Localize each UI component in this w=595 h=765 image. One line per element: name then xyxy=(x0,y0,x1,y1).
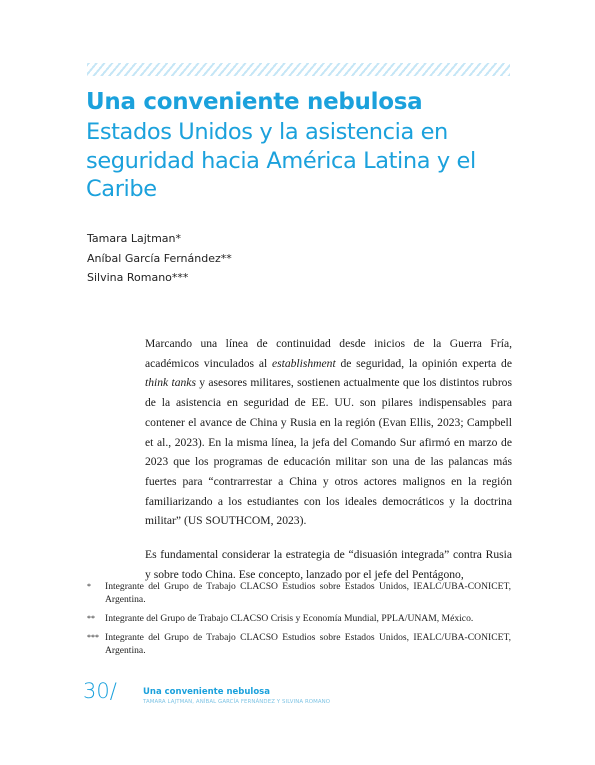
author-name: Aníbal García Fernández** xyxy=(87,251,232,265)
italic-term: think tanks xyxy=(145,376,196,390)
footnotes xyxy=(87,580,511,663)
body-text xyxy=(145,334,512,598)
page-title: Una conveniente nebulosa xyxy=(86,89,423,115)
footnote-text: Integrante del Grupo de Trabajo CLACSO Estudios sobre Estados Unidos, IEALC/UBA-CONICET, Argentina. xyxy=(105,632,511,656)
footnote-mark: *** xyxy=(87,633,99,642)
body-paragraph xyxy=(145,334,512,531)
italic-term: establishment xyxy=(271,356,336,370)
text-run: y asesores militares, sostienen actualmente que los distintos rubros de la asistencia en seguridad de EE. UU. son pilares indispensables para contener el avance de China y Rusia en la región (Evan Ellis, 2023; Campbell et al., 2023). En la misma línea, la jefa del Comando Sur afirmó en marzo de 2023 que los programas de educación militar son una de las palancas más fuertes para “contrarrestar a China y otros actores malignos en la región familiarizando a los estudiantes con los ideales democráticos y la doctrina militar” (US SOUTHCOM, 2023). xyxy=(145,376,512,528)
author-name: Silvina Romano*** xyxy=(87,271,189,284)
footnote-mark: ** xyxy=(87,614,95,623)
running-authors: TAMARA LAJTMAN, ANÍBAL GARCÍA FERNÁNDEZ Y SILVINA ROMANO xyxy=(143,699,331,705)
author-list xyxy=(87,229,232,288)
footnote xyxy=(87,631,511,657)
footnote xyxy=(87,612,511,625)
decorative-stripe-band xyxy=(87,63,510,76)
footnote-text: Integrante del Grupo de Trabajo CLACSO Crisis y Economía Mundial, PPLA/UNAM, México. xyxy=(105,613,474,624)
footnote-mark: * xyxy=(87,582,91,591)
text-run: de seguridad, la opinión experta de xyxy=(335,356,512,370)
text-run: Marcando una línea de continuidad desde inicios de la Guerra Fría, académicos vinculados al xyxy=(145,337,512,370)
body-paragraph: Es fundamental considerar la estrategia de “disuasión integrada” contra Rusia y sobre todo China. Ese concepto, lanzado por el jefe del Pentágono, xyxy=(145,548,512,581)
footnote-text: Integrante del Grupo de Trabajo CLACSO Estudios sobre Estados Unidos, IEALC/UBA-CONICET, Argentina. xyxy=(105,581,511,605)
author-name: Tamara Lajtman* xyxy=(87,232,182,245)
page-number: 30/ xyxy=(83,679,117,703)
page-subtitle: Estados Unidos y la asistencia en seguridad hacia América Latina y el Caribe xyxy=(86,119,476,202)
running-title: Una conveniente nebulosa xyxy=(143,687,270,697)
running-footer xyxy=(143,687,330,706)
footnote xyxy=(87,580,511,606)
